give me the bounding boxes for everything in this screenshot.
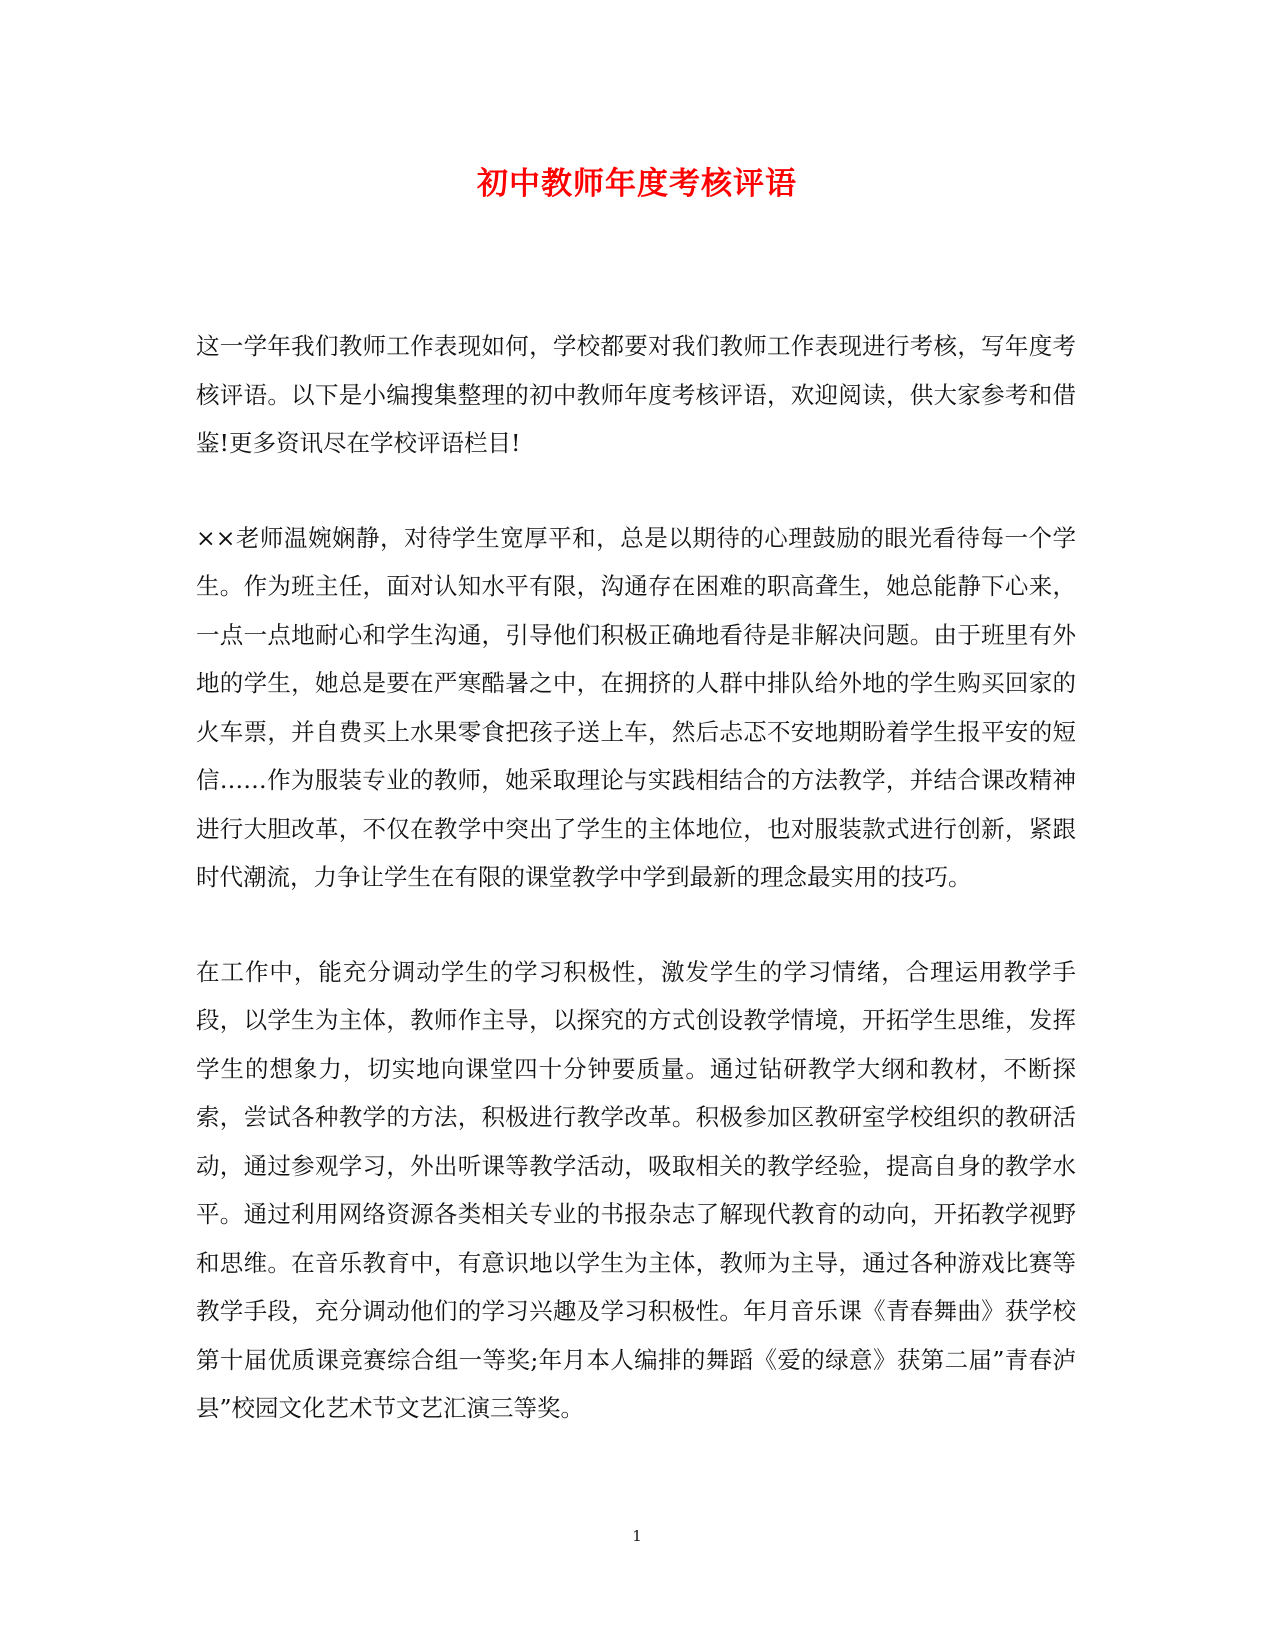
document-title: 初中教师年度考核评语 xyxy=(477,166,797,202)
paragraph-intro: 这一学年我们教师工作表现如何，学校都要对我们教师工作表现进行考核，写年度考核评语。以下是小编搜集整理的初中教师年度考核评语，欢迎阅读，供大家参考和借鉴!更多资讯尽在学校评语栏目! xyxy=(196,332,1076,457)
paragraph-work-comment: 在工作中，能充分调动学生的学习积极性，激发学生的学习情绪，合理运用教学手段，以学生为主体，教师作主导，以探究的方式创设教学情境，开拓学生思维，发挥学生的想象力，切实地向课堂四十分钟要质量。通过钻研教学大纲和教材，不断探索，尝试各种教学的方法，积极进行教学改革。积极参加区教研室学校组织的教研活动，通过参观学习，外出听课等教学活动，吸取相关的教学经验，提高自身的教学水平。通过利用网络资源各类相关专业的书报杂志了解现代教育的动向，开拓教学视野和思维。在音乐教育中，有意识地以学生为主体，教师为主导，通过各种游戏比赛等教学手段，充分调动他们的学习兴趣及学习积极性。年月音乐课《青春舞曲》获学校第十届优质课竞赛综合组一等奖;年月本人编排的舞蹈《爱的绿意》获第二届”青春泸县”校园文化艺术节文艺汇演三等奖。 xyxy=(196,957,1076,1422)
page-number: 1 xyxy=(632,1527,642,1545)
document-body xyxy=(196,322,1076,1479)
paragraph-teacher-comment: ××老师温婉娴静，对待学生宽厚平和，总是以期待的心理鼓励的眼光看待每一个学生。作为班主任，面对认知水平有限，沟通存在困难的职高聋生，她总能静下心来，一点一点地耐心和学生沟通，引导他们积极正确地看待是非解决问题。由于班里有外地的学生，她总是要在严寒酷暑之中，在拥挤的人群中排队给外地的学生购买回家的火车票，并自费买上水果零食把孩子送上车，然后忐忑不安地期盼着学生报平安的短信……作为服装专业的教师，她采取理论与实践相结合的方法教学，并结合课改精神进行大胆改革，不仅在教学中突出了学生的主体地位，也对服装款式进行创新，紧跟时代潮流，力争让学生在有限的课堂教学中学到最新的理念最实用的技巧。 xyxy=(196,523,1076,891)
